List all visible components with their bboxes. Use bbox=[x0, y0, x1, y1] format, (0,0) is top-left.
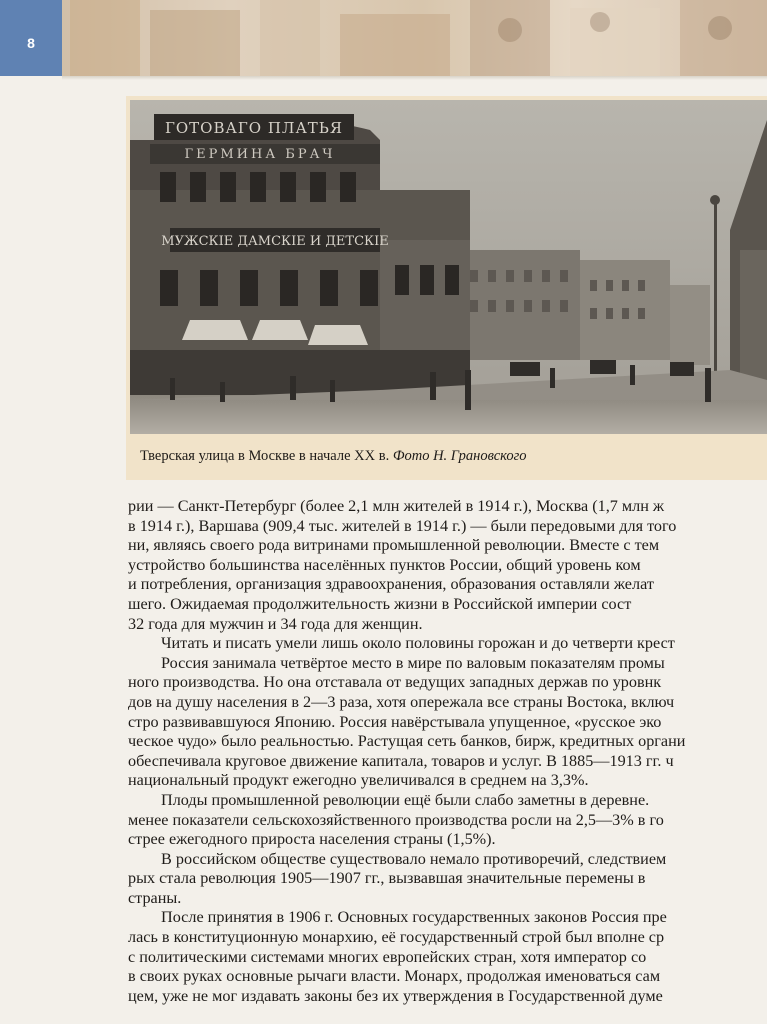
text-line: После принятия в 1906 г. Основных государственных законов Россия пре bbox=[161, 908, 667, 927]
historical-photo bbox=[130, 100, 767, 434]
text-line: ни, являясь своего рода витринами промышленной революции. Вместе с тем bbox=[128, 536, 660, 555]
figure bbox=[126, 96, 767, 480]
text-line: рых стала революция 1905—1907 гг., вызвавшая значительные перемены в bbox=[128, 869, 646, 888]
figure-caption bbox=[140, 448, 767, 465]
text-line: менее показатели сельскохозяйственного производства росли на 2,5—3% в го bbox=[128, 810, 664, 829]
text-line: 32 года для мужчин и 34 года для женщин. bbox=[128, 614, 423, 633]
text-line: ческое чудо» было реальностью. Растущая сеть банков, бирж, кредитных органи bbox=[128, 732, 686, 751]
body-text bbox=[128, 497, 767, 1006]
sign-2: ГЕРМИНА БРАЧ bbox=[184, 147, 336, 162]
text-line: в 1914 г.), Варшава (909,4 тыс. жителей в 1914 г.) — были передовыми для того bbox=[128, 516, 677, 535]
sign-1: ГОТОВАГО ПЛАТЬЯ bbox=[164, 119, 344, 137]
text-line: стро развивавшуюся Японию. Россия навёрстывала упущенное, «русское эко bbox=[128, 712, 662, 731]
top-banner bbox=[0, 0, 767, 76]
banner-shadow bbox=[62, 76, 767, 80]
text-line: национальный продукт ежегодно увеличивался в среднем на 3,3%. bbox=[128, 771, 589, 790]
text-line: стрее ежегодного прироста населения страны (1,5%). bbox=[128, 830, 496, 849]
text-line: Читать и писать умели лишь около половины горожан и до четверти крест bbox=[161, 634, 675, 653]
text-line: устройство большинства населённых пунктов России, общий уровень ком bbox=[128, 555, 641, 574]
text-line: Плоды промышленной революции ещё были слабо заметны в деревне. bbox=[161, 790, 650, 809]
sign-3: МУЖСКІЕ ДАМСКІЕ И ДЕТСКІЕ bbox=[161, 234, 389, 249]
text-line: рии — Санкт-Петербург (более 2,1 млн жителей в 1914 г.), Москва (1,7 млн ж bbox=[128, 497, 665, 515]
caption-author: Фото Н. Грановского bbox=[392, 448, 527, 464]
text-line: цем, уже не мог издавать законы без их утверждения в Государственной думе bbox=[128, 986, 663, 1005]
banner-illustration bbox=[0, 0, 767, 76]
text-line: шего. Ожидаемая продолжительность жизни в Российской империи сост bbox=[128, 594, 632, 613]
text-line: и потребления, организация здравоохранения, образования оставляли желат bbox=[128, 575, 654, 594]
text-line: Россия занимала четвёртое место в мире по валовым показателям промы bbox=[161, 653, 665, 672]
caption-text: Тверская улица в Москве в начале XX в. bbox=[140, 448, 390, 464]
text-line: обеспечивала круговое движение капитала, товаров и услуг. В 1885—1913 гг. ч bbox=[128, 751, 674, 770]
text-line: страны. bbox=[128, 888, 182, 907]
text-line: ного производства. Но она отставала от ведущих западных держав по уровнк bbox=[128, 673, 662, 692]
text-line: лась в конституционную монархию, её государственный строй был вполне ср bbox=[128, 928, 665, 947]
text-line: с политическими системами многих европейских стран, хотя император со bbox=[128, 947, 647, 966]
text-line: в своих руках основные рычаги власти. Монарх, продолжая именоваться сам bbox=[128, 967, 661, 986]
page-number: 8 bbox=[0, 0, 62, 76]
text-line: дов на душу населения в 2—3 раза, хотя опережала все страны Востока, включ bbox=[128, 692, 675, 711]
text-line: В российском обществе существовало немало противоречий, следствием bbox=[161, 849, 667, 868]
